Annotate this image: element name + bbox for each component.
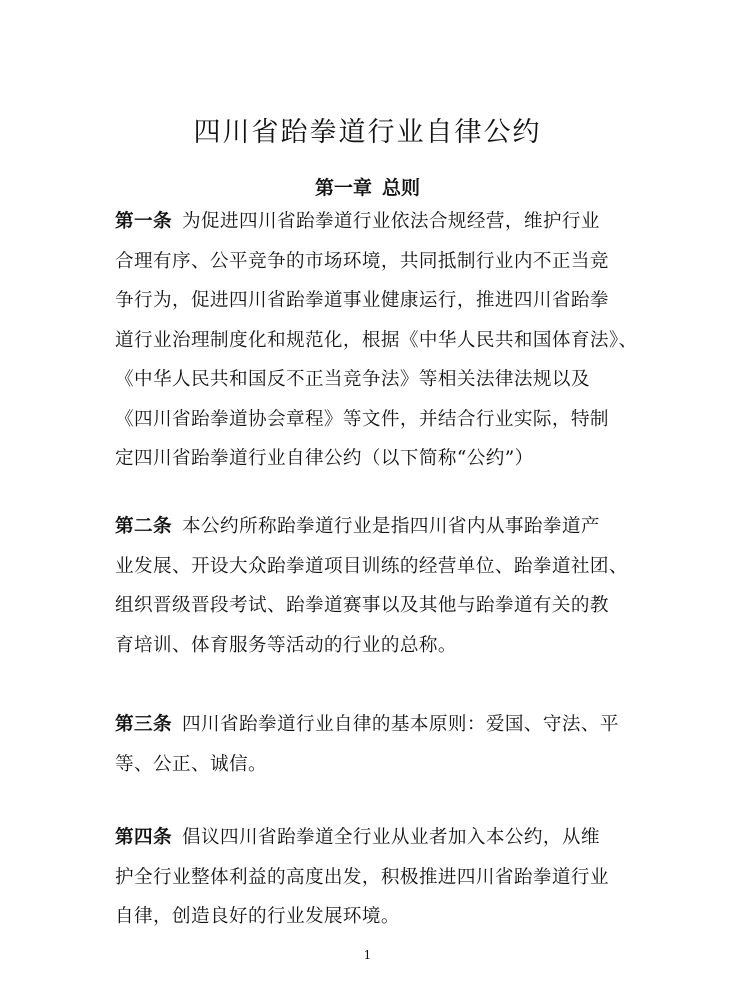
article-line: 等、公正、诚信。: [115, 753, 267, 775]
document-title: 四川省跆拳道行业自律公约: [193, 117, 542, 148]
article-label: 第三条: [115, 714, 172, 735]
article-line: 争行为，促进四川省跆拳道事业健康运行，推进四川省跆拳: [115, 290, 609, 311]
article-label: 第四条: [115, 827, 172, 848]
article-line: [115, 818, 635, 858]
article-text: 四川省跆拳道行业自律的基本原则：爱国、守法、平: [181, 714, 619, 735]
article-line: 定四川省跆拳道行业自律公约（以下简称“公约”）: [115, 448, 534, 469]
article-line: 育培训、体育服务等活动的行业的总称。: [115, 634, 457, 656]
article-line: 组织晋级晋段考试、跆拳道赛事以及其他与跆拳道有关的教: [115, 595, 609, 616]
article-line: 《中华人民共和国反不正当竞争法》等相关法律法规以及: [115, 369, 590, 390]
article-text: 本公约所称跆拳道行业是指四川省内从事跆拳道产: [181, 516, 600, 537]
chapter-number: 第一章: [314, 177, 372, 199]
chapter-name: 总则: [382, 177, 421, 199]
article-4: [115, 818, 635, 937]
article-text: 为促进四川省跆拳道行业依法合规经营，维护行业: [181, 211, 600, 232]
article-text: 倡议四川省跆拳道全行业从业者加入本公约，从维: [181, 827, 600, 848]
article-line: [115, 507, 635, 547]
article-line: 业发展、开设大众跆拳道项目训练的经营单位、跆拳道社团、: [115, 555, 628, 577]
chapter-title: [0, 173, 735, 200]
article-line: 护全行业整体利益的高度出发，积极推进四川省跆拳道行业: [115, 866, 609, 888]
article-line: [115, 705, 635, 745]
article-line: [115, 202, 635, 242]
article-line: 道行业治理制度化和规范化，根据《中华人民共和国体育法》、: [115, 329, 638, 351]
article-2: [115, 507, 635, 665]
page-number: 1: [363, 948, 372, 962]
article-line: 合理有序、公平竞争的市场环境，共同抵制行业内不正当竞: [115, 250, 609, 272]
article-3: [115, 705, 635, 784]
article-label: 第一条: [115, 211, 172, 232]
article-1: [115, 202, 638, 479]
article-line: 《四川省跆拳道协会章程》等文件，并结合行业实际，特制: [115, 408, 609, 430]
article-line: 自律，创造良好的行业发展环境。: [115, 906, 400, 927]
article-label: 第二条: [115, 516, 172, 537]
